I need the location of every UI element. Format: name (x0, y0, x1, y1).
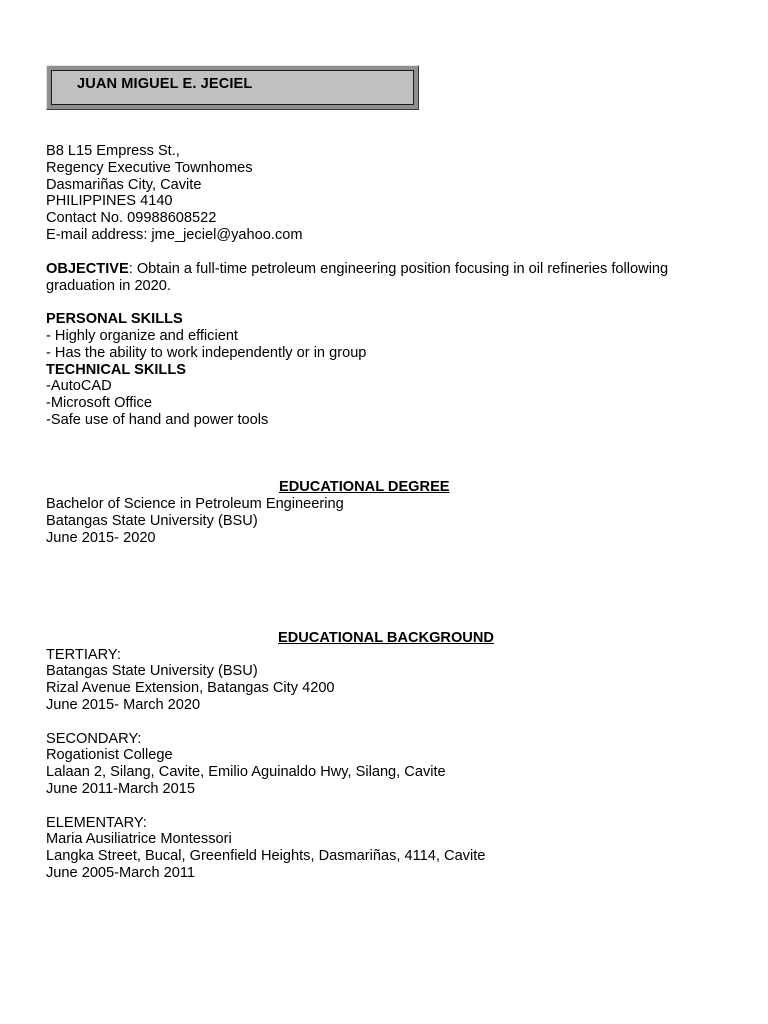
address-line: Dasmariñas City, Cavite (46, 177, 202, 193)
personal-skills-heading: PERSONAL SKILLS (46, 311, 183, 327)
elementary-label: ELEMENTARY: (46, 815, 147, 831)
applicant-name: JUAN MIGUEL E. JECIEL (77, 76, 253, 93)
elementary-line: Maria Ausiliatrice Montessori (46, 831, 232, 847)
email-address: E-mail address: jme_jeciel@yahoo.com (46, 227, 303, 243)
degree-line: Batangas State University (BSU) (46, 513, 258, 529)
name-header-box (46, 65, 419, 110)
tertiary-label: TERTIARY: (46, 647, 121, 663)
objective-text: : Obtain a full-time petroleum engineering position focusing in oil refineries following graduation in 2020. (46, 261, 669, 294)
tertiary-line: Rizal Avenue Extension, Batangas City 4200 (46, 680, 335, 696)
tertiary-line: Batangas State University (BSU) (46, 663, 258, 679)
objective-label: OBJECTIVE (46, 261, 129, 277)
name-header-inner (51, 70, 414, 105)
personal-skill-item: - Has the ability to work independently or in group (46, 345, 367, 361)
contact-number: Contact No. 09988608522 (46, 210, 217, 226)
objective-paragraph (46, 261, 726, 295)
secondary-line: June 2011-March 2015 (46, 781, 196, 797)
degree-line: June 2015- 2020 (46, 530, 156, 546)
elementary-line: Langka Street, Bucal, Greenfield Heights, Dasmariñas, 4114, Cavite (46, 848, 486, 864)
technical-skill-item: -AutoCAD (46, 378, 112, 394)
technical-skill-item: -Safe use of hand and power tools (46, 412, 269, 428)
degree-line: Bachelor of Science in Petroleum Engineering (46, 496, 344, 512)
address-line: Regency Executive Townhomes (46, 160, 253, 176)
secondary-line: Lalaan 2, Silang, Cavite, Emilio Aguinaldo Hwy, Silang, Cavite (46, 764, 446, 780)
educational-degree-heading: EDUCATIONAL DEGREE (279, 479, 450, 495)
elementary-line: June 2005-March 2011 (46, 865, 196, 881)
address-line: PHILIPPINES 4140 (46, 193, 173, 209)
personal-skill-item: - Highly organize and efficient (46, 328, 238, 344)
technical-skill-item: -Microsoft Office (46, 395, 152, 411)
technical-skills-heading: TECHNICAL SKILLS (46, 362, 186, 378)
secondary-label: SECONDARY: (46, 731, 142, 747)
secondary-line: Rogationist College (46, 747, 173, 763)
tertiary-line: June 2015- March 2020 (46, 697, 201, 713)
address-line: B8 L15 Empress St., (46, 143, 180, 159)
educational-background-heading: EDUCATIONAL BACKGROUND (278, 630, 494, 646)
